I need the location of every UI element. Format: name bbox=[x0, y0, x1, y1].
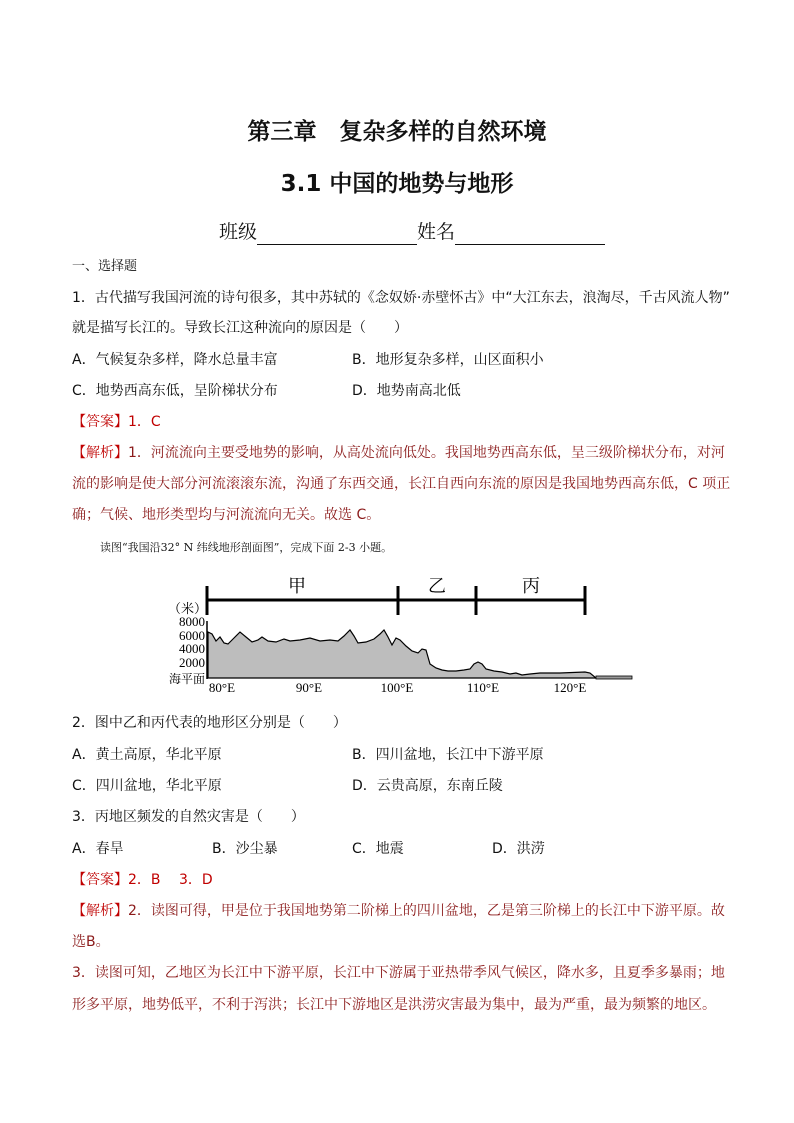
region-yi: 乙 bbox=[428, 576, 446, 596]
q1-stem-2: 就是描写长江的。导致长江这种流向的原因是（ ） bbox=[72, 320, 408, 336]
analysis-text: 2．读图可得，甲是位于我国地势第二阶梯上的四川盆地，乙是第三阶梯上的长江中下游平原。故 bbox=[128, 903, 725, 919]
q3-option-a: A．春旱 bbox=[72, 841, 124, 857]
y-tick: 6000 bbox=[179, 628, 205, 643]
x-tick: 120°E bbox=[553, 680, 587, 695]
terrain-profile-figure bbox=[0, 560, 794, 700]
q23-answer bbox=[72, 870, 213, 890]
q3-stem: 3．丙地区频发的自然灾害是（ ） bbox=[72, 809, 305, 825]
terrain-profile bbox=[208, 630, 596, 678]
q3-option-d: D．洪涝 bbox=[492, 841, 545, 857]
q2-option-d: D．云贵高原，东南丘陵 bbox=[352, 778, 503, 794]
chapter-title: 第三章 复杂多样的自然环境 bbox=[247, 119, 547, 145]
q3-option-c: C．地震 bbox=[352, 841, 404, 857]
analysis-text: 1．河流流向主要受地势的影响，从高处流向低处。我国地势西高东低，呈三级阶梯状分布，对河 bbox=[128, 445, 725, 461]
q23-analysis-2: 选B。 bbox=[72, 934, 110, 950]
q3-option-b: B．沙尘暴 bbox=[212, 841, 278, 857]
q23-analysis-1 bbox=[72, 901, 725, 921]
q1-option-a: A．气候复杂多样，降水总量丰富 bbox=[72, 352, 278, 368]
y-unit: （米） bbox=[168, 601, 208, 616]
q2-option-b: B．四川盆地，长江中下游平原 bbox=[352, 747, 544, 763]
q1-analysis-3: 确；气候、地形类型均与河流流向无关。故选 C。 bbox=[72, 507, 381, 523]
y-tick: 海平面 bbox=[168, 672, 205, 686]
q2-option-c: C．四川盆地，华北平原 bbox=[72, 778, 222, 794]
class-label: 班级 bbox=[219, 221, 258, 243]
q23-analysis-3: 3．读图可知，乙地区为长江中下游平原，长江中下游属于亚热带季风气候区，降水多，且夏季多暴雨；地 bbox=[72, 965, 725, 981]
analysis-tag: 【解析】 bbox=[72, 903, 128, 919]
q1-option-d: D．地势南高北低 bbox=[352, 383, 461, 399]
q1-stem-1: 1．古代描写我国河流的诗句很多，其中苏轼的《念奴娇·赤壁怀古》中“大江东去，浪淘尽，千古风流人物” bbox=[72, 290, 730, 306]
answer-value: 1．C bbox=[128, 414, 161, 430]
q1-option-b: B．地形复杂多样，山区面积小 bbox=[352, 352, 544, 368]
answer-value: 2．B 3．D bbox=[128, 872, 213, 888]
y-tick: 8000 bbox=[179, 614, 205, 629]
name-blank[interactable] bbox=[455, 226, 605, 245]
region-bing: 丙 bbox=[522, 576, 540, 596]
q2-stem: 2．图中乙和丙代表的地形区分别是（ ） bbox=[72, 715, 347, 731]
y-tick: 4000 bbox=[179, 641, 205, 656]
class-name-line bbox=[219, 219, 605, 245]
sea-level bbox=[596, 676, 632, 679]
q2-option-a: A．黄土高原，华北平原 bbox=[72, 747, 222, 763]
name-label: 姓名 bbox=[417, 221, 456, 243]
analysis-tag: 【解析】 bbox=[72, 445, 128, 461]
q1-analysis-2: 流的影响是使大部分河流滚滚东流，沟通了东西交通，长江自西向东流的原因是我国地势西高东低，C 项正 bbox=[72, 476, 731, 492]
answer-tag: 【答案】 bbox=[72, 414, 128, 430]
x-tick: 90°E bbox=[295, 680, 323, 695]
section-heading: 一、选择题 bbox=[72, 259, 138, 274]
q1-analysis-1 bbox=[72, 443, 725, 463]
answer-tag: 【答案】 bbox=[72, 872, 128, 888]
section-title: 3.1 中国的地势与地形 bbox=[280, 171, 514, 197]
q1-answer bbox=[72, 412, 161, 432]
q1-option-c: C．地势西高东低，呈阶梯状分布 bbox=[72, 383, 278, 399]
x-tick: 100°E bbox=[380, 680, 414, 695]
x-tick: 80°E bbox=[208, 680, 236, 695]
x-tick: 110°E bbox=[466, 680, 500, 695]
q23-analysis-4: 形多平原，地势低平，不利于泻洪；长江中下游地区是洪涝灾害最为集中，最为严重，最为频繁的地区。 bbox=[72, 997, 716, 1013]
y-tick: 2000 bbox=[179, 655, 205, 670]
class-blank[interactable] bbox=[257, 226, 417, 245]
figure-caption: 读图“我国沿32° N 纬线地形剖面图”，完成下面 2-3 小题。 bbox=[100, 541, 393, 554]
region-jia: 甲 bbox=[288, 576, 306, 596]
